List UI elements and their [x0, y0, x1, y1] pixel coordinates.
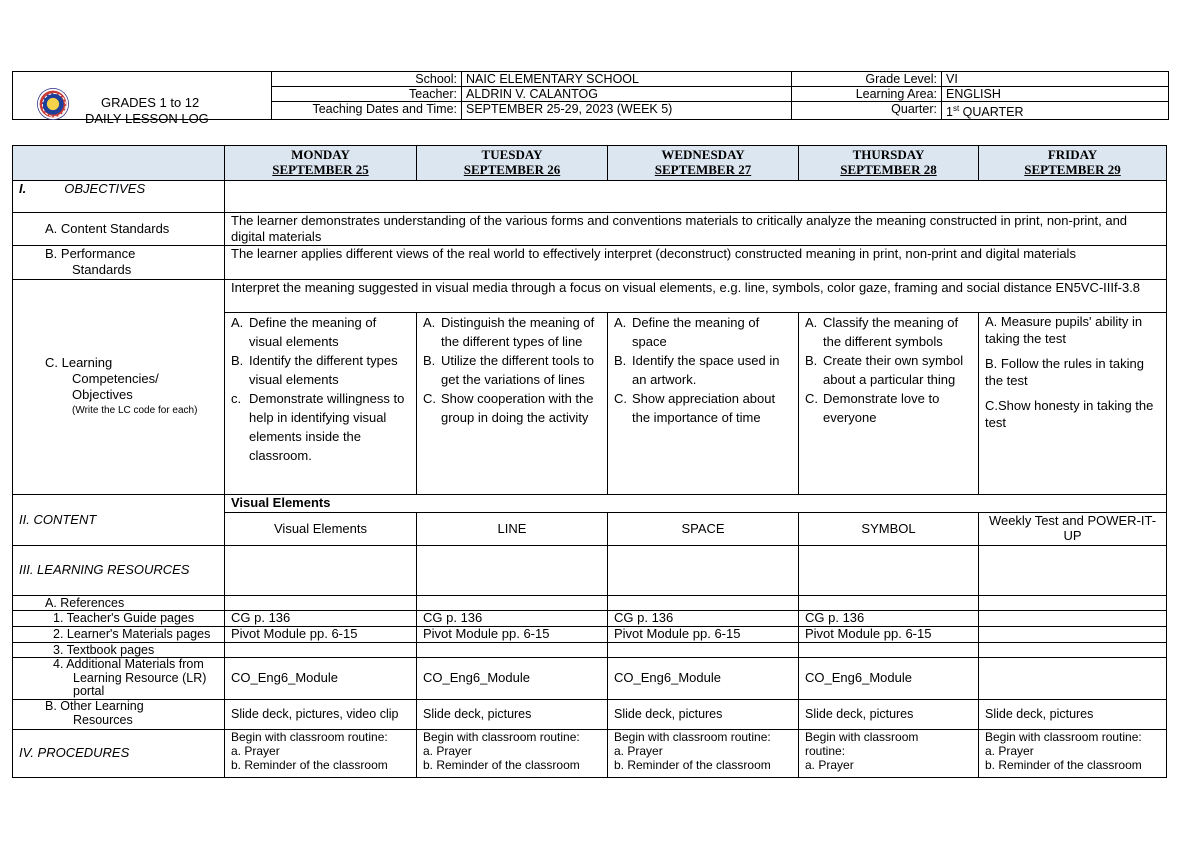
other-cell: Slide deck, pictures, video clip	[225, 700, 417, 730]
school-label: School:	[272, 72, 462, 87]
performance-standards-text: The learner applies different views of the real world to effectively interpret (deconstruct) constructed meaning in print, non-print and digital materials	[225, 246, 1167, 280]
content-label: II. CONTENT	[13, 495, 225, 546]
references-blank	[225, 596, 417, 611]
lm-cell	[979, 627, 1167, 643]
grade-value: VI	[942, 72, 1169, 87]
content-wednesday: SPACE	[608, 513, 799, 546]
day-header-thursday: THURSDAY SEPTEMBER 28	[799, 146, 979, 181]
procedure-monday: Begin with classroom routine: a. Prayer b. Reminder of the classroom	[225, 730, 417, 778]
tb-cell	[225, 643, 417, 658]
other-cell: Slide deck, pictures	[608, 700, 799, 730]
resources-blank	[417, 546, 608, 596]
teacher-label: Teacher:	[272, 87, 462, 102]
tg-cell: CG p. 136	[608, 611, 799, 627]
deped-seal-icon	[37, 88, 69, 120]
other-cell: Slide deck, pictures	[799, 700, 979, 730]
objective-item: A. Distinguish the meaning of the different types of line	[423, 315, 595, 349]
friday-objective: A. Measure pupils' ability in taking the test	[985, 314, 1143, 346]
procedure-wednesday: Begin with classroom routine: a. Prayer b. Reminder of the classroom	[608, 730, 799, 778]
lm-cell: Pivot Module pp. 6-15	[608, 627, 799, 643]
references-blank	[799, 596, 979, 611]
objective-item: B. Create their own symbol about a particular thing	[805, 353, 964, 387]
tg-cell: CG p. 136	[799, 611, 979, 627]
objective-item: A. Define the meaning of visual elements	[231, 315, 377, 349]
content-tuesday: LINE	[417, 513, 608, 546]
additional-materials-label: 4. Additional Materials from Learning Resource (LR) portal	[13, 658, 225, 700]
other-cell: Slide deck, pictures	[417, 700, 608, 730]
objective-item: c. Demonstrate willingness to help in identifying visual elements inside the classroom.	[231, 391, 405, 463]
resources-blank	[608, 546, 799, 596]
objective-item: B. Identify the different types visual elements	[231, 353, 398, 387]
grade-label: Grade Level:	[792, 72, 942, 87]
objectives-blank	[225, 181, 1167, 213]
am-cell: CO_Eng6_Module	[417, 658, 608, 700]
lm-cell: Pivot Module pp. 6-15	[225, 627, 417, 643]
objectives-monday	[225, 313, 417, 495]
resources-blank	[799, 546, 979, 596]
tg-cell	[979, 611, 1167, 627]
learning-competencies-label: C. Learning Competencies/ Objectives (Write the LC code for each)	[13, 280, 225, 495]
learning-resources-label: III. LEARNING RESOURCES	[13, 546, 225, 596]
objective-item: C. Show cooperation with the group in doing the activity	[423, 391, 594, 425]
school-value: NAIC ELEMENTARY SCHOOL	[462, 72, 792, 87]
tb-cell	[608, 643, 799, 658]
day-header-wednesday: WEDNESDAY SEPTEMBER 27	[608, 146, 799, 181]
content-standards-text: The learner demonstrates understanding of the various forms and conventions materials to critically analyze the meaning constructed in print, non-print, and digital materials	[225, 213, 1167, 246]
tg-cell: CG p. 136	[225, 611, 417, 627]
area-label: Learning Area:	[792, 87, 942, 102]
objective-item: C. Show appreciation about the importance of time	[614, 391, 776, 425]
day-header-friday: FRIDAY SEPTEMBER 29	[979, 146, 1167, 181]
objective-item: B. Utilize the different tools to get the variations of lines	[423, 353, 594, 387]
am-cell	[979, 658, 1167, 700]
objectives-friday	[979, 313, 1167, 495]
resources-blank	[225, 546, 417, 596]
performance-standards-label: B. Performance Standards	[13, 246, 225, 280]
am-cell: CO_Eng6_Module	[225, 658, 417, 700]
tb-cell	[417, 643, 608, 658]
procedure-tuesday: Begin with classroom routine: a. Prayer b. Reminder of the classroom	[417, 730, 608, 778]
learners-materials-label: 2. Learner's Materials pages	[13, 627, 225, 643]
procedure-friday: Begin with classroom routine: a. Prayer b. Reminder of the classroom	[979, 730, 1167, 778]
objective-item: A. Define the meaning of space	[614, 315, 760, 349]
am-cell: CO_Eng6_Module	[799, 658, 979, 700]
references-label: A. References	[13, 596, 225, 611]
dates-value: SEPTEMBER 25-29, 2023 (WEEK 5)	[462, 102, 792, 120]
am-cell: CO_Eng6_Module	[608, 658, 799, 700]
tb-cell	[979, 643, 1167, 658]
content-standards-label: A. Content Standards	[13, 213, 225, 246]
tg-cell: CG p. 136	[417, 611, 608, 627]
objective-item: B. Identify the space used in an artwork.	[614, 353, 780, 387]
friday-objective: C.Show honesty in taking the test	[985, 398, 1154, 430]
references-blank	[417, 596, 608, 611]
objectives-heading: I. OBJECTIVES	[13, 181, 225, 213]
quarter-label: Quarter:	[792, 102, 942, 120]
references-blank	[608, 596, 799, 611]
objective-item: C. Demonstrate love to everyone	[805, 391, 940, 425]
friday-objective: B. Follow the rules in taking the test	[985, 356, 1144, 388]
dates-label: Teaching Dates and Time:	[272, 102, 462, 120]
area-value: ENGLISH	[942, 87, 1169, 102]
content-thursday: SYMBOL	[799, 513, 979, 546]
header-title-cell	[13, 72, 272, 126]
day-header-tuesday: TUESDAY SEPTEMBER 26	[417, 146, 608, 181]
references-blank	[979, 596, 1167, 611]
day-header-monday: MONDAY SEPTEMBER 25	[225, 146, 417, 181]
teachers-guide-label: 1. Teacher's Guide pages	[13, 611, 225, 627]
header-table	[12, 71, 1169, 126]
tb-cell	[799, 643, 979, 658]
corner-cell	[13, 146, 225, 181]
objective-item: A. Classify the meaning of the different symbols	[805, 315, 959, 349]
lm-cell: Pivot Module pp. 6-15	[417, 627, 608, 643]
teacher-value: ALDRIN V. CALANTOG	[462, 87, 792, 102]
textbook-label: 3. Textbook pages	[13, 643, 225, 658]
objectives-wednesday	[608, 313, 799, 495]
procedures-label: IV. PROCEDURES	[13, 730, 225, 778]
other-cell: Slide deck, pictures	[979, 700, 1167, 730]
objectives-thursday	[799, 313, 979, 495]
content-monday: Visual Elements	[225, 513, 417, 546]
header-title-line1: GRADES 1 to 12	[101, 95, 200, 110]
content-header: Visual Elements	[225, 495, 1167, 513]
learning-competencies-text: Interpret the meaning suggested in visual media through a focus on visual elements, e.g. line, symbols, color gaze, framing and social distance EN5VC-IIIf-3.8	[225, 280, 1167, 313]
content-friday: Weekly Test and POWER-IT-UP	[979, 513, 1167, 546]
objectives-tuesday	[417, 313, 608, 495]
quarter-value: 1st QUARTER	[942, 102, 1169, 120]
lesson-log-table	[12, 145, 1167, 778]
lm-cell: Pivot Module pp. 6-15	[799, 627, 979, 643]
header-title-line2: DAILY LESSON LOG	[85, 111, 209, 126]
resources-blank	[979, 546, 1167, 596]
other-resources-label: B. Other Learning Resources	[13, 700, 225, 730]
procedure-thursday: Begin with classroom routine: a. Prayer	[799, 730, 979, 778]
